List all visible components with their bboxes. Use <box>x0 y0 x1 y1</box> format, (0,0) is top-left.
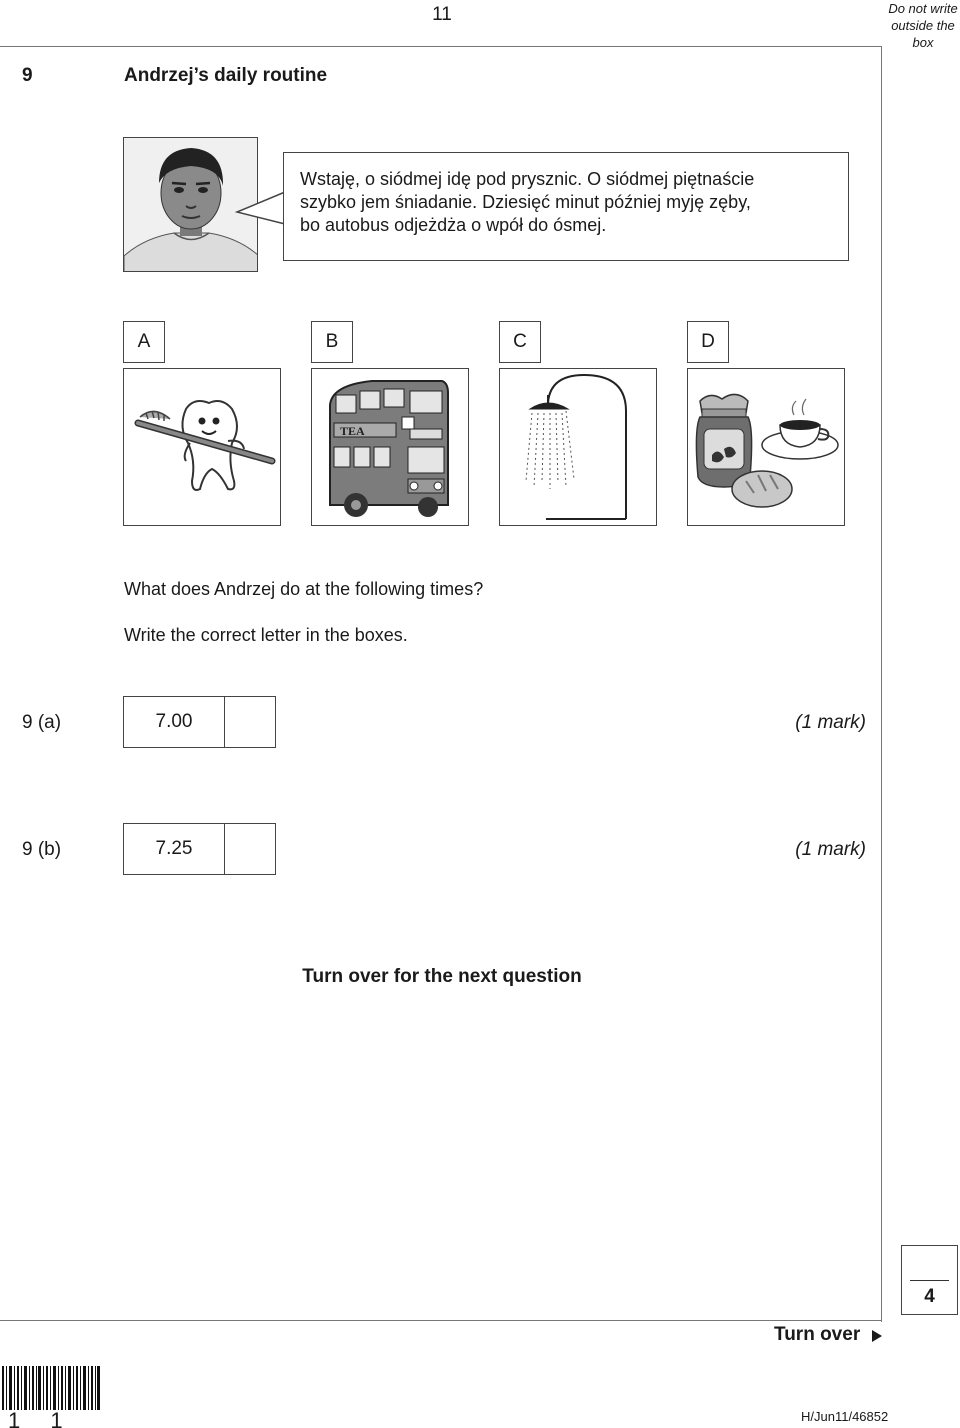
barcode-icon <box>2 1366 100 1410</box>
turn-over-label: Turn over <box>774 1324 861 1345</box>
total-divider <box>910 1280 949 1281</box>
speech-bubble <box>283 152 849 261</box>
margin-line <box>881 46 882 1322</box>
part-a-marks: (1 mark) <box>795 712 866 733</box>
turn-over-next-question: Turn over for the next question <box>302 966 582 987</box>
part-b-answer-row <box>123 823 276 875</box>
option-picture-a <box>123 368 281 526</box>
question-number: 9 <box>22 65 33 86</box>
margin-note <box>886 0 960 51</box>
part-b-answer-box[interactable] <box>225 824 275 874</box>
bottom-rule <box>0 1320 882 1321</box>
speech-line: Wstaję, o siódmej idę pod prysznic. O siódmej piętnaście <box>300 169 755 189</box>
part-a-answer-box[interactable] <box>225 697 275 747</box>
total-marks-value: 4 <box>924 1286 935 1307</box>
margin-note-line: Do not write <box>888 1 958 16</box>
option-letter-c: C <box>499 321 541 363</box>
question-title: Andrzej’s daily routine <box>124 65 328 86</box>
speech-line: bo autobus odjeżdża o wpół do ósmej. <box>300 215 607 235</box>
option-letter-d: D <box>687 321 729 363</box>
paper-reference: H/Jun11/46852 <box>801 1409 889 1424</box>
instruction-question: What does Andrzej do at the following times? <box>124 579 484 599</box>
part-a-time: 7.00 <box>124 697 225 747</box>
turn-over-arrow-icon <box>871 1329 883 1343</box>
option-letter-a: A <box>123 321 165 363</box>
margin-note-line: outside the <box>891 18 955 33</box>
top-rule <box>0 46 882 47</box>
page-number: 11 <box>432 4 452 25</box>
option-picture-c <box>499 368 657 526</box>
part-b-time: 7.25 <box>124 824 225 874</box>
total-marks-box <box>901 1245 958 1315</box>
margin-note-line: box <box>912 35 934 50</box>
part-b-label: 9 (b) <box>22 839 62 860</box>
breakfast-jam-bread-coffee-icon <box>688 369 845 526</box>
part-a-answer-row <box>123 696 276 748</box>
shower-icon <box>500 369 657 526</box>
toothbrush-tooth-icon <box>124 369 281 526</box>
speech-line: szybko jem śniadanie. Dziesięć minut później myję zęby, <box>300 192 751 212</box>
part-b-marks: (1 mark) <box>795 839 866 860</box>
double-decker-bus-icon <box>312 369 469 526</box>
option-picture-d <box>687 368 845 526</box>
svg-text:TEA: TEA <box>340 424 365 438</box>
part-a-label: 9 (a) <box>22 712 62 733</box>
barcode-digits: 1 1 <box>8 1408 75 1428</box>
speech-tail-icon <box>235 190 287 226</box>
option-picture-b <box>311 368 469 526</box>
instruction-write: Write the correct letter in the boxes. <box>124 625 408 645</box>
option-letter-b: B <box>311 321 353 363</box>
